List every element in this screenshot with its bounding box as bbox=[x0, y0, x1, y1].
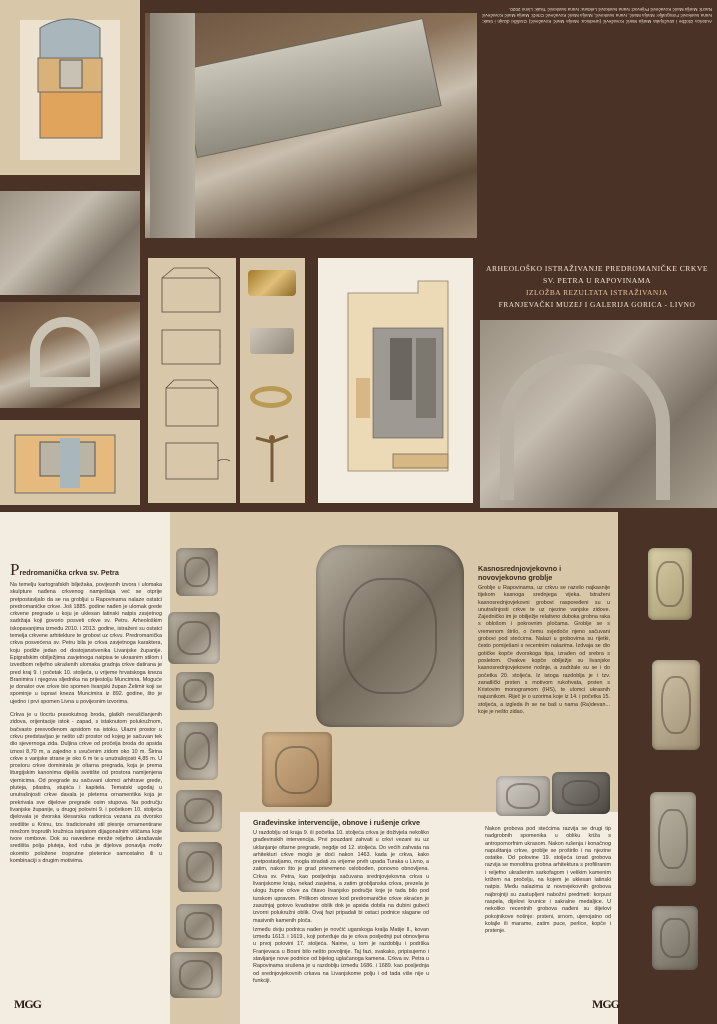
exhibition-title-block bbox=[484, 264, 710, 316]
stone-fragment-5 bbox=[176, 790, 222, 832]
apse-excavation-photo bbox=[0, 302, 140, 408]
section1-paragraph1: Na temelju kartografskih bilježaka, povijesnih izvora i ulomaka skulpture nađena crkvenog namještaja već se otprije pretpostavljalo da se na grobljui u Rapovinama nalaze ostatci predromaničke crkve. Još 1885. godine nađen je ulomak grede crkvene pregrade u koju je uklesan latinski natpis zavjetnog sadržaja koji govorio posveti crkve sv. Petru. Arheološkim iskopavanjima između 2010. i 2013. godine, istraženi su ostatci temelja crkvene arhitekture te grobovi uz crkvu. Predromanička crkva posvećena sv. Petru bila je crkva zavjetnoga karaktera, koju podiže jedan od dostojanstvenika Livanjske županije. Epigrafskim obilježjima zavjetnoga natpisa te ukrasnim stilom i izvedbom reljefno ukrašenih ulomaka gradnja crkve datirana je pred kraj 9. i početak 10. stoljeća, u vrijeme hrvatskoga kneza Branimira i njegova sljednika na prijestolju Muncimira. Moguće je donator ove crkve bio spomen livanjski župan Želimir koji se spominje u ispravi kneza Muncimira iz 892. godine, što je ujedno i prvi spomen Livna u povijesnim izvorima. bbox=[10, 582, 162, 705]
right-fragment-1 bbox=[648, 548, 692, 620]
credits-text: Autorica izložbe i stručnjaka Marija Marić Kovačević (urednica: Marija Marić Kovačević) Grafički dizajn i tisak: Ivana Ivanković Fotografije: Marija Marić, Ivana Ivanković, Marija Marić Kovačević Crteži: Marija Marić Kovačević Nacrti: Marija Marić Kovačević Prijevod: Ivana Ivanković Lektura: Ivana Ivanković Tisak: Livno 2020. bbox=[482, 7, 712, 24]
church-reconstruction-drawings bbox=[148, 258, 236, 503]
excavation-photo-top bbox=[145, 13, 477, 238]
gothic-buckle-image bbox=[248, 270, 296, 296]
site-plan-drawing bbox=[0, 0, 140, 175]
institution-name: FRANJEVAČKI MUZEJ I GALERIJA GORICA - LIVNO bbox=[498, 300, 696, 309]
stone-fragment-7 bbox=[176, 904, 222, 948]
section3-content-left bbox=[253, 818, 429, 985]
section1-heading bbox=[10, 560, 162, 580]
title-line1: ARHEOLOŠKO ISTRAŽIVANJE PREDROMANIČKE CRKVE bbox=[486, 264, 708, 273]
museum-logo-right: MGG bbox=[592, 997, 619, 1011]
section2-content bbox=[478, 564, 610, 716]
right-fragment-3 bbox=[650, 792, 696, 886]
exhibition-subtitle: IZLOŽBA REZULTATA ISTRAŽIVANJA bbox=[526, 288, 668, 297]
crucifix-corpus-image bbox=[252, 430, 292, 486]
section2-heading: Kasnosrednjovjekovno i novovjekovno groblje bbox=[478, 564, 562, 582]
church-plan-small bbox=[0, 420, 140, 505]
braided-stone-2 bbox=[552, 772, 610, 814]
site-plan-panel bbox=[0, 0, 140, 175]
title-line2: SV. PETRA U RAPOVINAMA bbox=[543, 276, 651, 285]
section3-paragraph1: U razdoblju od kraja 9. ili početka 10. stoljeća crkva je doživjela nekoliko građevinskih intervencija. Prvi pouzdani zahvati u crkvi vezani su uz uklanjanje oltarne pregrade, negdje od 12. stoljeća. Do većih zahvata na arhitekturi crkve moglo je doći nakon 1463. kada je crkva, kako pretpostavljamo, mogla stradati za vrijeme prvih upada Turaka u Livno, a zatim, nakon što je grad privremeno oslobođen, ponovno obnovljena. Crkva sv. Petra, kao posljednja sačuvana srednjovjekovna crkva u livanjskome kraju, nekad zasjetna, a zatim grobljanska crkva, prezela je ulogu župne crkve za čitavo livanjsko područje koje je tada bilo pod turskom upravom. Prilikom obnove kod predromaničke crkve skraćen je zasutnjaj gotovo kvadratne oblik dok je apsida dobila na dubini gubeći izvorni polukružni oblik. Ovaj fazi pripadali bi ostaci podnice slagane od masivnih kamenih ploča. bbox=[253, 830, 429, 924]
section1-heading-text: redromanička crkva sv. Petra bbox=[19, 568, 119, 577]
museum-logo-left: MGG bbox=[14, 997, 41, 1011]
stone-fragment-1 bbox=[176, 548, 218, 596]
stone-fragment-8 bbox=[170, 952, 222, 998]
church-plan-drawing bbox=[0, 420, 140, 505]
section3-content-right bbox=[485, 826, 611, 935]
stone-foundation-photo bbox=[0, 191, 140, 295]
section3-paragraph3: Nakon grobova pod stećcima razvija se drugi tip nadgrobnih spomenika u obliku križa s antropomorfnim ukrasom. Nakon rušenja i konačnog napuštanja crkve, groblje se proširilo i na njezine ostatke. Od polovine 19. stoljeća izrad grobova razvija se monolitna grobna arhitektura s profiliranim i reljefno ukrašenim sarkofagom i velikim kamenim križem na pročelju, na kojem je uklesan latinski natpis. Među nalazima iz novovjekovnih grobova najbrojniji su zastupljeni nabožni predmeti: korpusi raspela, dijelovi krunice i sakralne medaljice. U nekoliko recentnih grobova nađeni su dijelovi pokojnikove nošnje: prsteni, srnom, ujenojatno od kolajle ili marame, zatim puce, perlice, kopče i prstenje. bbox=[485, 826, 611, 935]
section1-paragraph2: Crkva je u tlocrtu pravokutnog broda, glatkih neraščlanjenih zidova, orijentacije istok - zapad, s istaknutom polukružnom, bačvasto presvođenom apsidom na istoku. Ulazni prostor u crkvu predstavljao je nešto uži prostor od kojeg je sačuvan tek dio sjevernoga zida. Duljina crkve od pročelja broda do apsida iznosi 8,70 m, a zajedno s uvučenim zidom oko 10 m. Širina crkve s vanjske strane je oko 6 m te u unutrašnjosti 4,85 m. U prostoru crkve dominirala je oltarna pregrada, koja je prema liturgijskim kanonima dijelila svetište od prostora namijenjena vjernicima. Od pregrade su sačuvani ulomci arhitrave grede, pluteja, pilastra, stupića i kapitela. Tematski ugođaj u unutrašnjosti crkve davala je pleterna ornamentika koja je prekrivala sve dijelove pregrade osim stupova. Na području livanjske županije, u drugoj polovini 9. i početkom 10. stoljeća djelovala je dvorska klesarska radionica vezana za dvorsko središte u Kninu, tzv. tradicionalni stil plesnje ornamentirane mrežom troprutih kružnica isinjatom dijagonalnim vitičama koje tvore rombove. Dok su navedene mreže reljefno ukrašavale središta polja pluteja, kod ruba je dijelova ponavlja motiv okomito položene troprutne pletenice samostalno ili u kombinaciji s drugim motivima. bbox=[10, 712, 162, 864]
drawings-column bbox=[148, 258, 236, 503]
section1-content bbox=[10, 560, 162, 865]
section1-drop-cap: P bbox=[10, 560, 20, 579]
excavation-plan-drawing bbox=[318, 258, 473, 503]
stone-fragment-2 bbox=[168, 612, 220, 664]
stone-fragment-image bbox=[250, 328, 294, 354]
stone-fragment-3 bbox=[176, 672, 214, 710]
carved-cross-stone bbox=[316, 545, 464, 727]
stone-fragment-4 bbox=[176, 722, 218, 780]
braided-stone-1 bbox=[496, 776, 550, 816]
stone-fragment-6 bbox=[178, 842, 222, 892]
section3-paragraph2: Između dviju podnica nađen je novčić ugarskoga kralja Matije II., kovan između 1613. i 1619., koji potvrđuje da je crkva posljednji put obnovljena u prvoj polovini 17. stoljeća. Naime, u tom je razdoblju i podrška Franjevaca u Bosni bilo nešto povoljnije. Taj fazi, svakako, pripisujemo i stavljanje nove podnice od bijelog uglačanoga kamena. Crkva sv. Petra u Rapovinama srušena je u razdoblju između 1686. i 1689. kao posljednja od srednjovjekovnih crkava na Livanjskome polju i od tada više nije u funkciji. bbox=[253, 926, 429, 984]
right-fragment-2 bbox=[652, 660, 700, 750]
credits-text-panel bbox=[482, 6, 712, 56]
ring-image bbox=[250, 386, 292, 408]
section3-heading: Građevinske intervencije, obnove i rušenje crkve bbox=[253, 818, 420, 827]
right-fragment-4 bbox=[652, 906, 698, 970]
artifacts-column bbox=[240, 258, 305, 503]
section2-paragraph: Groblje u Rapovinama, uz crkvu se razvilo najkasnije tijekom kasnoga srednjega vijeka. Istraženi kasnosrednjovjekovni grobovi raspoređeni su u unutrašnjosti crkve te uz njezine vanjske zidove. Zajedničko im je obilježje relativno duboka grobna raka s oblošom i pokrovnim pločama. Groblje se s vremenom širilo, o čemu svjedoče njeno sačuvani grobovi pod stećcima. Nalazi u grobovima su rijetki, često pomiješani s recentnim nalazima. Izdvaja se dio gotičke kopče dvorskoga tipa, izrađen od srebra s posletom. Ovakve kopče obilježje su livanjske kasnosrednjovjekovne nošnje, a zadržale su se i do početka 20. stoljeća. Iz istoga razdoblja je i tzv. zanatlički prsten s motivom rukohvata, prsten s Kristovim monogramom (IHS), te ulomci ukrasnih najusnikom. Riječ je o uzorima koje iz 14. i početka 15. stoljeća, a izgleda ih se ne baš u nama (Ra)devan... koje je nešto zidao. bbox=[478, 585, 610, 716]
apse-stones-photo bbox=[480, 320, 717, 508]
inscribed-stone-fragment bbox=[262, 732, 332, 807]
excavation-plan-panel bbox=[318, 258, 473, 503]
